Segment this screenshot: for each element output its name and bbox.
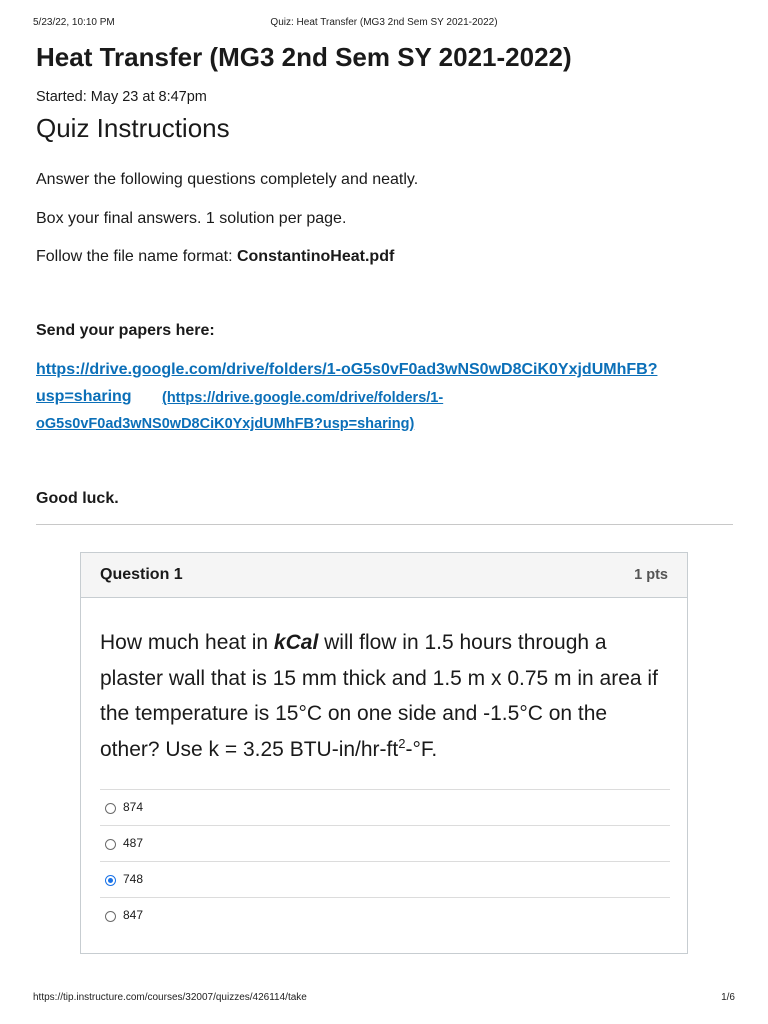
print-doc-title: Quiz: Heat Transfer (MG3 2nd Sem SY 2021-2022) — [270, 17, 498, 28]
send-papers-text: Send your papers here: — [36, 322, 215, 339]
radio-button[interactable] — [105, 803, 116, 814]
quiz-title: Heat Transfer (MG3 2nd Sem SY 2021-2022) — [36, 42, 572, 72]
question-text-emphasis: kCal — [273, 631, 319, 654]
answer-option-3[interactable] — [100, 861, 670, 897]
drive-link-alt[interactable]: (https://drive.google.com/drive/folders/1- — [162, 390, 444, 406]
question-name: Question 1 — [100, 566, 183, 583]
instructions-heading: Quiz Instructions — [36, 113, 230, 143]
radio-button[interactable] — [105, 911, 116, 922]
answer-label[interactable]: 748 — [123, 872, 144, 886]
radio-button[interactable] — [105, 875, 116, 886]
answer-label[interactable]: 847 — [123, 908, 144, 922]
answer-label[interactable]: 874 — [123, 800, 144, 814]
section-divider — [36, 524, 733, 525]
instruction-paragraph-1: Answer the following questions completely and neatly. — [36, 171, 419, 188]
page-number: 1/6 — [721, 992, 735, 1003]
print-date: 5/23/22, 10:10 PM — [33, 17, 115, 28]
question-text-part: How much heat in — [100, 631, 274, 654]
file-format-example: ConstantinoHeat.pdf — [236, 248, 395, 265]
instruction-paragraph-3 — [36, 248, 394, 266]
answer-option-1[interactable] — [100, 789, 670, 825]
answer-label[interactable]: 487 — [123, 836, 144, 850]
answer-list — [100, 789, 670, 933]
question-header — [81, 553, 687, 598]
instruction-paragraph-2: Box your final answers. 1 solution per page. — [36, 210, 347, 227]
good-luck-text: Good luck. — [36, 490, 119, 507]
send-papers-label — [36, 322, 215, 340]
question-card — [80, 552, 688, 954]
drive-link-alt-continuation[interactable]: oG5s0vF0ad3wNS0wD8CiK0YxjdUMhFB?usp=sharing) — [36, 416, 415, 432]
drive-link[interactable]: https://drive.google.com/drive/folders/1-oG5s0vF0ad3wNS0wD8CiK0YxjdUMhFB? — [36, 361, 658, 378]
question-text-part: -°F. — [405, 737, 438, 761]
print-url: https://tip.instructure.com/courses/32007/quizzes/426114/take — [33, 992, 307, 1003]
file-format-label: Follow the file name format: — [36, 248, 237, 265]
question-points: 1 pts — [634, 567, 668, 583]
radio-button[interactable] — [105, 839, 116, 850]
drive-link-continuation[interactable]: usp=sharing — [36, 388, 132, 405]
question-text — [100, 625, 670, 767]
good-luck-note — [36, 490, 119, 508]
question-text-part: will flow in 1.5 hours through a plaster wall that is 15 mm thick and 1.5 m x 0.75 m in area if the temperature is 15°C on one side and -1.5°C on the other? Use k = 3.25 BTU-in/hr-ft — [100, 631, 658, 761]
question-text-superscript: 2 — [398, 735, 406, 751]
answer-option-2[interactable] — [100, 825, 670, 861]
answer-option-4[interactable] — [100, 897, 670, 933]
print-header — [0, 17, 768, 31]
started-time: Started: May 23 at 8:47pm — [36, 89, 207, 105]
